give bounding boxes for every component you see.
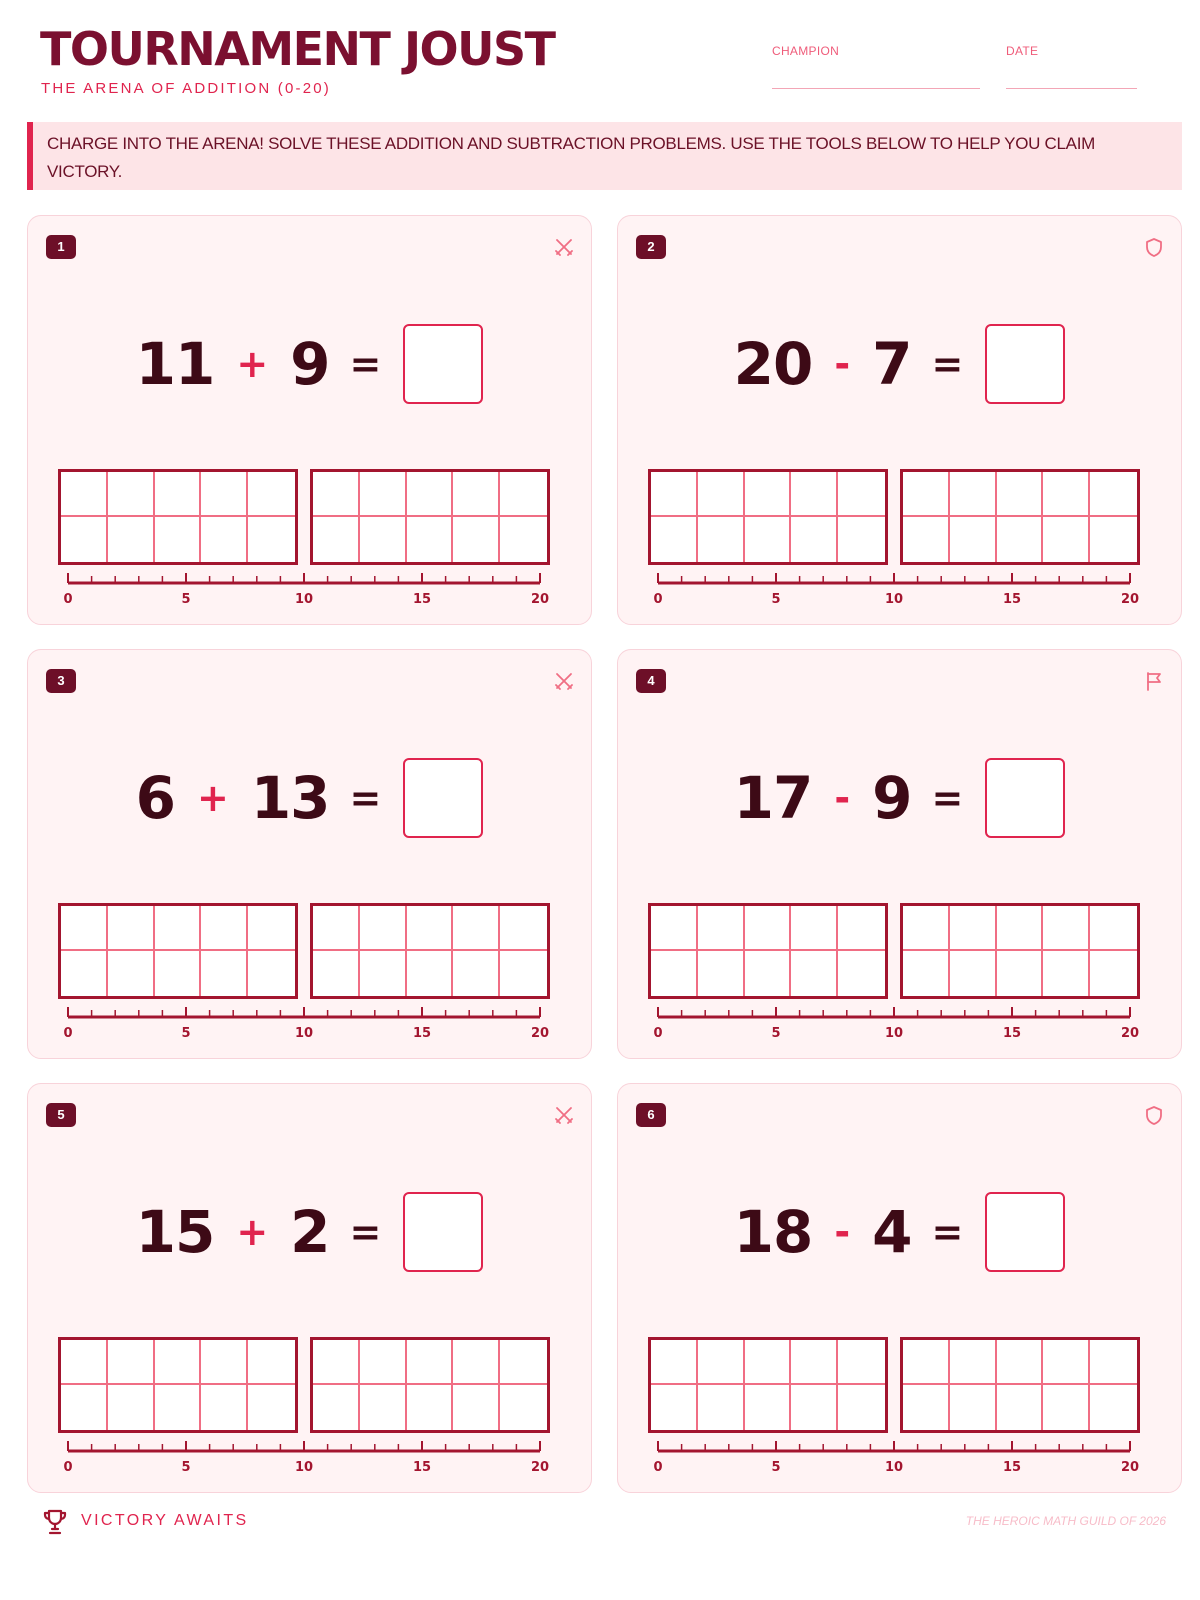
number-line-label: 10 xyxy=(884,1460,904,1475)
ten-frame-cell[interactable] xyxy=(950,1385,997,1430)
footer-victory-text: VICTORY AWAITS xyxy=(81,1512,249,1529)
ten-frame-cell[interactable] xyxy=(1043,472,1090,517)
ten-frame-cell[interactable] xyxy=(453,951,500,996)
ten-frame-cell[interactable] xyxy=(903,1340,950,1385)
ten-frame-cell[interactable] xyxy=(108,1340,155,1385)
ten-frame-cell[interactable] xyxy=(698,951,745,996)
first-operand: 15 xyxy=(135,1198,215,1266)
equation xyxy=(28,758,591,838)
first-operand: 18 xyxy=(733,1198,813,1266)
ten-frame xyxy=(648,469,888,565)
problem-card xyxy=(27,215,592,625)
ten-frame-cell[interactable] xyxy=(500,906,547,951)
ten-frame-cell[interactable] xyxy=(838,906,885,951)
number-line xyxy=(58,1437,550,1481)
first-operand: 11 xyxy=(135,330,215,398)
ten-frame-cell[interactable] xyxy=(745,906,792,951)
problem-number-badge: 3 xyxy=(46,669,76,693)
number-line-label: 15 xyxy=(412,1460,432,1475)
ten-frame xyxy=(900,903,1140,999)
number-line-label: 15 xyxy=(1002,1026,1022,1041)
second-operand: 9 xyxy=(872,764,912,832)
ten-frame-cell[interactable] xyxy=(903,517,950,562)
equation xyxy=(28,1192,591,1272)
ten-frame-cell[interactable] xyxy=(108,1385,155,1430)
equals-sign: = xyxy=(931,776,964,820)
ten-frame-cell[interactable] xyxy=(791,1340,838,1385)
equals-sign: = xyxy=(349,1210,382,1254)
number-line-label: 20 xyxy=(1120,1026,1140,1041)
ten-frame-cell[interactable] xyxy=(997,517,1044,562)
first-operand: 6 xyxy=(135,764,175,832)
number-line-label: 0 xyxy=(653,592,663,607)
equation xyxy=(618,1192,1181,1272)
ten-frame-cell[interactable] xyxy=(61,951,108,996)
ten-frame xyxy=(900,469,1140,565)
ten-frames xyxy=(648,1337,1140,1433)
ten-frame-cell[interactable] xyxy=(745,951,792,996)
ten-frame-cell[interactable] xyxy=(61,517,108,562)
equals-sign: = xyxy=(931,1210,964,1254)
ten-frame-cell[interactable] xyxy=(791,951,838,996)
ten-frame-cell[interactable] xyxy=(313,472,360,517)
ten-frame-cell[interactable] xyxy=(791,517,838,562)
number-line-label: 10 xyxy=(884,592,904,607)
number-line-label: 0 xyxy=(63,592,73,607)
problem-number-badge: 4 xyxy=(636,669,666,693)
second-operand: 7 xyxy=(872,330,912,398)
operator: + xyxy=(236,1210,269,1254)
ten-frame-cell[interactable] xyxy=(651,906,698,951)
equation xyxy=(618,324,1181,404)
number-line-label: 0 xyxy=(653,1460,663,1475)
ten-frame-cell[interactable] xyxy=(500,1385,547,1430)
instructions-banner xyxy=(27,122,1182,190)
ten-frame-cell[interactable] xyxy=(950,517,997,562)
ten-frame-cell[interactable] xyxy=(61,906,108,951)
ten-frame-cell[interactable] xyxy=(791,1385,838,1430)
ten-frame-cell[interactable] xyxy=(1043,1385,1090,1430)
second-operand: 13 xyxy=(250,764,330,832)
ten-frame xyxy=(900,1337,1140,1433)
ten-frame-cell[interactable] xyxy=(997,951,1044,996)
ten-frame xyxy=(58,903,298,999)
ten-frame-cell[interactable] xyxy=(313,1340,360,1385)
ten-frame-cell[interactable] xyxy=(698,517,745,562)
number-line-label: 0 xyxy=(653,1026,663,1041)
ten-frame-cell[interactable] xyxy=(201,906,248,951)
ten-frame-cell[interactable] xyxy=(248,517,295,562)
number-line-label: 20 xyxy=(1120,1460,1140,1475)
ten-frame-cell[interactable] xyxy=(360,517,407,562)
ten-frame-cell[interactable] xyxy=(500,1340,547,1385)
ten-frame-cell[interactable] xyxy=(698,906,745,951)
number-line-label: 20 xyxy=(530,1026,550,1041)
ten-frame-cell[interactable] xyxy=(155,517,202,562)
worksheet-subtitle: THE ARENA OF ADDITION (0-20) xyxy=(41,80,331,97)
ten-frame xyxy=(648,1337,888,1433)
operator: + xyxy=(196,776,229,820)
number-line-label: 5 xyxy=(181,592,191,607)
ten-frame-cell[interactable] xyxy=(903,472,950,517)
ten-frame-cell[interactable] xyxy=(950,1340,997,1385)
problem-number-badge: 6 xyxy=(636,1103,666,1127)
problem-number-badge: 2 xyxy=(636,235,666,259)
ten-frames xyxy=(58,1337,550,1433)
ten-frame-cell[interactable] xyxy=(407,517,454,562)
number-line-label: 15 xyxy=(1002,1460,1022,1475)
ten-frame-cell[interactable] xyxy=(997,1340,1044,1385)
ten-frame-cell[interactable] xyxy=(313,1385,360,1430)
number-line-label: 5 xyxy=(771,592,781,607)
ten-frames xyxy=(648,903,1140,999)
ten-frame-cell[interactable] xyxy=(903,906,950,951)
ten-frame-cell[interactable] xyxy=(903,951,950,996)
number-line-label: 20 xyxy=(1120,592,1140,607)
crossed-swords-icon xyxy=(553,1104,575,1126)
number-line-label: 15 xyxy=(412,1026,432,1041)
ten-frame-cell[interactable] xyxy=(698,1340,745,1385)
instructions-text: CHARGE INTO THE ARENA! SOLVE THESE ADDITION AND SUBTRACTION PROBLEMS. USE THE TOOLS BELOW TO HELP YOU CLAIM VICTORY. xyxy=(47,134,1095,181)
problem-card xyxy=(617,215,1182,625)
operator: - xyxy=(834,342,851,386)
number-line-label: 0 xyxy=(63,1026,73,1041)
ten-frame-cell[interactable] xyxy=(745,1385,792,1430)
number-line-label: 15 xyxy=(1002,592,1022,607)
number-line xyxy=(648,1437,1140,1481)
ten-frame-cell[interactable] xyxy=(838,1340,885,1385)
number-line-label: 5 xyxy=(181,1460,191,1475)
problem-card xyxy=(617,649,1182,1059)
ten-frame-cell[interactable] xyxy=(201,472,248,517)
ten-frame xyxy=(310,469,550,565)
answer-box[interactable] xyxy=(403,324,483,404)
equals-sign: = xyxy=(349,776,382,820)
ten-frame-cell[interactable] xyxy=(407,472,454,517)
equals-sign: = xyxy=(349,342,382,386)
ten-frame-cell[interactable] xyxy=(108,517,155,562)
crossed-swords-icon xyxy=(553,236,575,258)
ten-frames xyxy=(648,469,1140,565)
ten-frame-cell[interactable] xyxy=(1043,951,1090,996)
ten-frame-cell[interactable] xyxy=(201,517,248,562)
ten-frame-cell[interactable] xyxy=(248,906,295,951)
ten-frame-cell[interactable] xyxy=(360,906,407,951)
ten-frame-cell[interactable] xyxy=(997,472,1044,517)
ten-frame-cell[interactable] xyxy=(950,472,997,517)
operator: - xyxy=(834,776,851,820)
ten-frame-cell[interactable] xyxy=(313,951,360,996)
ten-frame-cell[interactable] xyxy=(997,906,1044,951)
shield-icon xyxy=(1143,236,1165,258)
ten-frame xyxy=(648,903,888,999)
problem-card xyxy=(27,1083,592,1493)
ten-frame-cell[interactable] xyxy=(997,1385,1044,1430)
ten-frame-cell[interactable] xyxy=(407,1340,454,1385)
number-line xyxy=(648,1003,1140,1047)
crossed-swords-icon xyxy=(553,670,575,692)
champion-label: CHAMPION xyxy=(772,44,840,58)
champion-field[interactable] xyxy=(772,88,980,89)
number-line-label: 5 xyxy=(181,1026,191,1041)
ten-frame-cell[interactable] xyxy=(903,1385,950,1430)
ten-frame-cell[interactable] xyxy=(201,1385,248,1430)
ten-frame-cell[interactable] xyxy=(791,472,838,517)
number-line-label: 5 xyxy=(771,1026,781,1041)
number-line-label: 20 xyxy=(530,592,550,607)
ten-frame-cell[interactable] xyxy=(248,1385,295,1430)
ten-frame-cell[interactable] xyxy=(651,951,698,996)
ten-frame-cell[interactable] xyxy=(453,472,500,517)
ten-frame-cell[interactable] xyxy=(453,517,500,562)
ten-frame-cell[interactable] xyxy=(201,951,248,996)
answer-box[interactable] xyxy=(985,324,1065,404)
answer-box[interactable] xyxy=(985,758,1065,838)
ten-frame-cell[interactable] xyxy=(61,472,108,517)
ten-frame-cell[interactable] xyxy=(360,951,407,996)
ten-frames xyxy=(58,469,550,565)
number-line-label: 10 xyxy=(294,1026,314,1041)
number-line-label: 15 xyxy=(412,592,432,607)
problem-card xyxy=(617,1083,1182,1493)
ten-frame-cell[interactable] xyxy=(360,1385,407,1430)
ten-frame-cell[interactable] xyxy=(950,906,997,951)
ten-frame-cell[interactable] xyxy=(360,472,407,517)
number-line-label: 0 xyxy=(63,1460,73,1475)
date-field[interactable] xyxy=(1006,88,1137,89)
ten-frame-cell[interactable] xyxy=(108,472,155,517)
ten-frame-cell[interactable] xyxy=(1090,1385,1137,1430)
ten-frame-cell[interactable] xyxy=(108,906,155,951)
ten-frame-cell[interactable] xyxy=(950,951,997,996)
problem-number-badge: 5 xyxy=(46,1103,76,1127)
ten-frame-cell[interactable] xyxy=(201,1340,248,1385)
ten-frame-cell[interactable] xyxy=(651,517,698,562)
date-label: DATE xyxy=(1006,44,1039,58)
ten-frame-cell[interactable] xyxy=(155,906,202,951)
ten-frame-cell[interactable] xyxy=(698,1385,745,1430)
ten-frame-cell[interactable] xyxy=(838,1385,885,1430)
equation xyxy=(28,324,591,404)
number-line xyxy=(58,569,550,613)
ten-frame-cell[interactable] xyxy=(838,517,885,562)
ten-frame xyxy=(310,903,550,999)
ten-frame-cell[interactable] xyxy=(838,472,885,517)
ten-frame-cell[interactable] xyxy=(248,472,295,517)
number-line-label: 10 xyxy=(294,592,314,607)
ten-frame-cell[interactable] xyxy=(1043,906,1090,951)
ten-frame-cell[interactable] xyxy=(407,906,454,951)
number-line-label: 10 xyxy=(294,1460,314,1475)
number-line xyxy=(58,1003,550,1047)
ten-frame-cell[interactable] xyxy=(745,472,792,517)
ten-frame-cell[interactable] xyxy=(453,1340,500,1385)
ten-frame-cell[interactable] xyxy=(500,472,547,517)
ten-frame xyxy=(310,1337,550,1433)
ten-frame-cell[interactable] xyxy=(453,906,500,951)
number-line xyxy=(648,569,1140,613)
operator: + xyxy=(236,342,269,386)
ten-frame-cell[interactable] xyxy=(248,951,295,996)
trophy-icon xyxy=(42,1508,68,1536)
ten-frame xyxy=(58,1337,298,1433)
ten-frame-cell[interactable] xyxy=(1090,517,1137,562)
number-line-label: 10 xyxy=(884,1026,904,1041)
ten-frame-cell[interactable] xyxy=(1090,951,1137,996)
ten-frame-cell[interactable] xyxy=(155,951,202,996)
ten-frame-cell[interactable] xyxy=(407,951,454,996)
ten-frame-cell[interactable] xyxy=(313,517,360,562)
shield-icon xyxy=(1143,1104,1165,1126)
ten-frame-cell[interactable] xyxy=(108,951,155,996)
ten-frame-cell[interactable] xyxy=(745,1340,792,1385)
ten-frame-cell[interactable] xyxy=(791,906,838,951)
first-operand: 20 xyxy=(733,330,813,398)
footer-credit: THE HEROIC MATH GUILD OF 2026 xyxy=(965,1514,1166,1528)
first-operand: 17 xyxy=(733,764,813,832)
ten-frame-cell[interactable] xyxy=(360,1340,407,1385)
ten-frame-cell[interactable] xyxy=(61,1340,108,1385)
ten-frame-cell[interactable] xyxy=(313,906,360,951)
ten-frame-cell[interactable] xyxy=(1090,1340,1137,1385)
second-operand: 9 xyxy=(290,330,330,398)
ten-frame xyxy=(58,469,298,565)
answer-box[interactable] xyxy=(985,1192,1065,1272)
ten-frame-cell[interactable] xyxy=(407,1385,454,1430)
ten-frame-cell[interactable] xyxy=(155,472,202,517)
ten-frame-cell[interactable] xyxy=(155,1385,202,1430)
worksheet-title: TOURNAMENT JOUST xyxy=(40,22,555,76)
ten-frame-cell[interactable] xyxy=(698,472,745,517)
ten-frame-cell[interactable] xyxy=(500,517,547,562)
second-operand: 4 xyxy=(872,1198,912,1266)
answer-box[interactable] xyxy=(403,758,483,838)
second-operand: 2 xyxy=(290,1198,330,1266)
ten-frame-cell[interactable] xyxy=(651,472,698,517)
ten-frame-cell[interactable] xyxy=(453,1385,500,1430)
number-line-label: 20 xyxy=(530,1460,550,1475)
ten-frame-cell[interactable] xyxy=(1090,906,1137,951)
equals-sign: = xyxy=(931,342,964,386)
ten-frame-cell[interactable] xyxy=(1090,472,1137,517)
ten-frame-cell[interactable] xyxy=(61,1385,108,1430)
ten-frame-cell[interactable] xyxy=(745,517,792,562)
ten-frames xyxy=(58,903,550,999)
ten-frame-cell[interactable] xyxy=(1043,517,1090,562)
number-line-label: 5 xyxy=(771,1460,781,1475)
ten-frame-cell[interactable] xyxy=(838,951,885,996)
equation xyxy=(618,758,1181,838)
ten-frame-cell[interactable] xyxy=(1043,1340,1090,1385)
ten-frame-cell[interactable] xyxy=(500,951,547,996)
ten-frame-cell[interactable] xyxy=(651,1385,698,1430)
ten-frame-cell[interactable] xyxy=(248,1340,295,1385)
operator: - xyxy=(834,1210,851,1254)
problem-card xyxy=(27,649,592,1059)
problem-number-badge: 1 xyxy=(46,235,76,259)
flag-icon xyxy=(1143,670,1165,692)
answer-box[interactable] xyxy=(403,1192,483,1272)
ten-frame-cell[interactable] xyxy=(155,1340,202,1385)
ten-frame-cell[interactable] xyxy=(651,1340,698,1385)
